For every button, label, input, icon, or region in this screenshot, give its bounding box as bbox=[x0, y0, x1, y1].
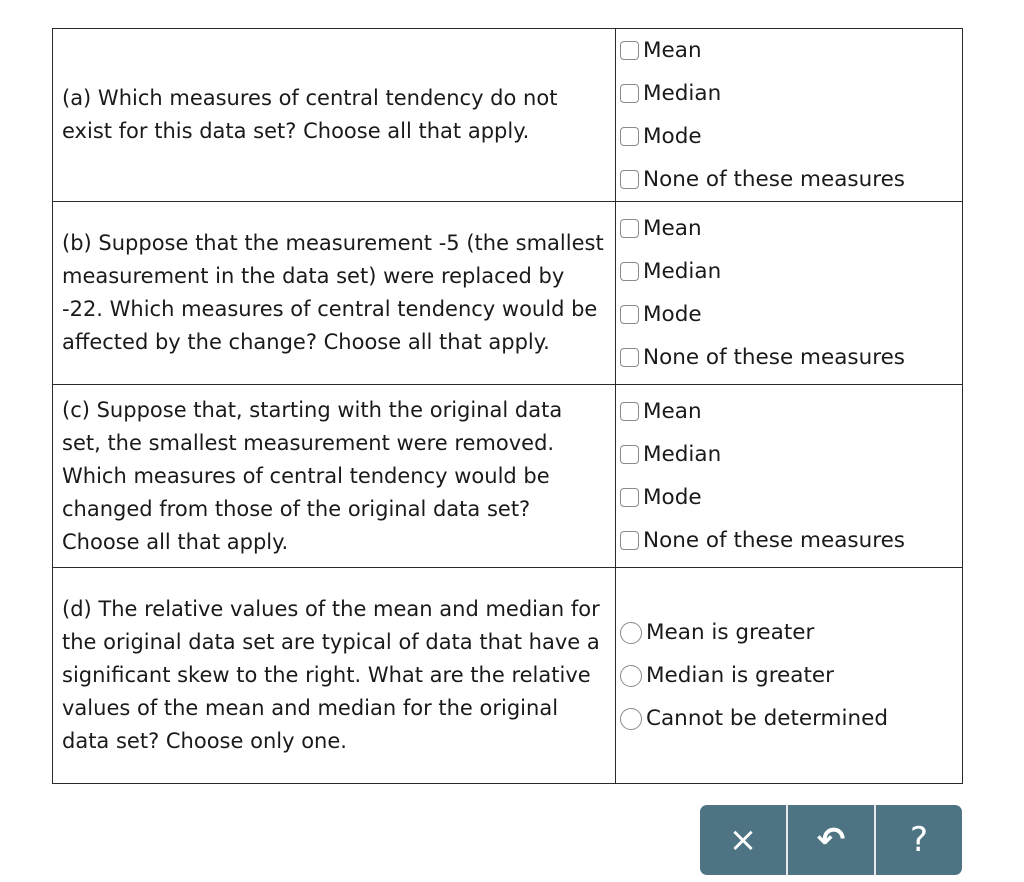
help-icon: ? bbox=[909, 820, 929, 860]
checkbox-icon[interactable] bbox=[620, 488, 639, 507]
option-label: Cannot be determined bbox=[646, 706, 888, 731]
checkbox-icon[interactable] bbox=[620, 41, 639, 60]
question-row-c bbox=[53, 385, 963, 568]
question-d-prompt: (d) The relative values of the mean and median for the original data set are typical of data that have a significant skew to the right. What are the relative values of the mean and median for the original data set? Choose only one. bbox=[53, 568, 616, 784]
options-d bbox=[616, 568, 963, 784]
option-label: Mean is greater bbox=[646, 620, 815, 645]
option-label: Mode bbox=[643, 124, 702, 149]
option-b-none[interactable] bbox=[620, 336, 962, 379]
answer-toolbar bbox=[700, 805, 962, 875]
options-b bbox=[616, 202, 963, 385]
option-c-mode[interactable] bbox=[620, 476, 962, 519]
option-label: Mean bbox=[643, 216, 702, 241]
option-label: Median is greater bbox=[646, 663, 834, 688]
radio-icon[interactable] bbox=[620, 622, 642, 644]
question-b-prompt: (b) Suppose that the measurement -5 (the smallest measurement in the data set) were replaced by -22. Which measures of central tendency would be affected by the change? Choose all that apply. bbox=[53, 202, 616, 385]
option-a-none[interactable] bbox=[620, 158, 962, 201]
option-b-mean[interactable] bbox=[620, 207, 962, 250]
option-label: Mode bbox=[643, 485, 702, 510]
option-b-mode[interactable] bbox=[620, 293, 962, 336]
undo-button[interactable] bbox=[788, 805, 874, 875]
checkbox-icon[interactable] bbox=[620, 402, 639, 421]
close-icon: × bbox=[728, 820, 758, 860]
option-a-mode[interactable] bbox=[620, 115, 962, 158]
checkbox-icon[interactable] bbox=[620, 170, 639, 189]
options-a bbox=[616, 29, 963, 202]
checkbox-icon[interactable] bbox=[620, 348, 639, 367]
question-row-a bbox=[53, 29, 963, 202]
option-c-none[interactable] bbox=[620, 519, 962, 562]
radio-icon[interactable] bbox=[620, 708, 642, 730]
option-label: None of these measures bbox=[643, 167, 905, 192]
option-label: None of these measures bbox=[643, 345, 905, 370]
radio-icon[interactable] bbox=[620, 665, 642, 687]
checkbox-icon[interactable] bbox=[620, 305, 639, 324]
option-a-median[interactable] bbox=[620, 72, 962, 115]
option-label: Mean bbox=[643, 399, 702, 424]
option-d-median-greater[interactable] bbox=[620, 654, 962, 697]
option-a-mean[interactable] bbox=[620, 29, 962, 72]
option-label: None of these measures bbox=[643, 528, 905, 553]
option-label: Median bbox=[643, 442, 722, 467]
option-label: Median bbox=[643, 259, 722, 284]
checkbox-icon[interactable] bbox=[620, 127, 639, 146]
option-c-median[interactable] bbox=[620, 433, 962, 476]
option-d-mean-greater[interactable] bbox=[620, 611, 962, 654]
question-row-b bbox=[53, 202, 963, 385]
toolbar-divider bbox=[874, 805, 876, 875]
toolbar-divider bbox=[786, 805, 788, 875]
undo-icon: ↶ bbox=[816, 820, 846, 860]
options-c bbox=[616, 385, 963, 568]
question-a-prompt: (a) Which measures of central tendency do not exist for this data set? Choose all that apply. bbox=[53, 29, 616, 202]
option-label: Mean bbox=[643, 38, 702, 63]
option-c-mean[interactable] bbox=[620, 390, 962, 433]
option-label: Median bbox=[643, 81, 722, 106]
option-d-cannot-determine[interactable] bbox=[620, 697, 962, 740]
checkbox-icon[interactable] bbox=[620, 262, 639, 281]
option-b-median[interactable] bbox=[620, 250, 962, 293]
question-table bbox=[52, 28, 963, 784]
checkbox-icon[interactable] bbox=[620, 445, 639, 464]
option-label: Mode bbox=[643, 302, 702, 327]
checkbox-icon[interactable] bbox=[620, 84, 639, 103]
checkbox-icon[interactable] bbox=[620, 219, 639, 238]
clear-button[interactable] bbox=[700, 805, 786, 875]
help-button[interactable] bbox=[876, 805, 962, 875]
question-c-prompt: (c) Suppose that, starting with the original data set, the smallest measurement were removed. Which measures of central tendency would be changed from those of the original data set? Choose all that apply. bbox=[53, 385, 616, 568]
question-row-d bbox=[53, 568, 963, 784]
checkbox-icon[interactable] bbox=[620, 531, 639, 550]
